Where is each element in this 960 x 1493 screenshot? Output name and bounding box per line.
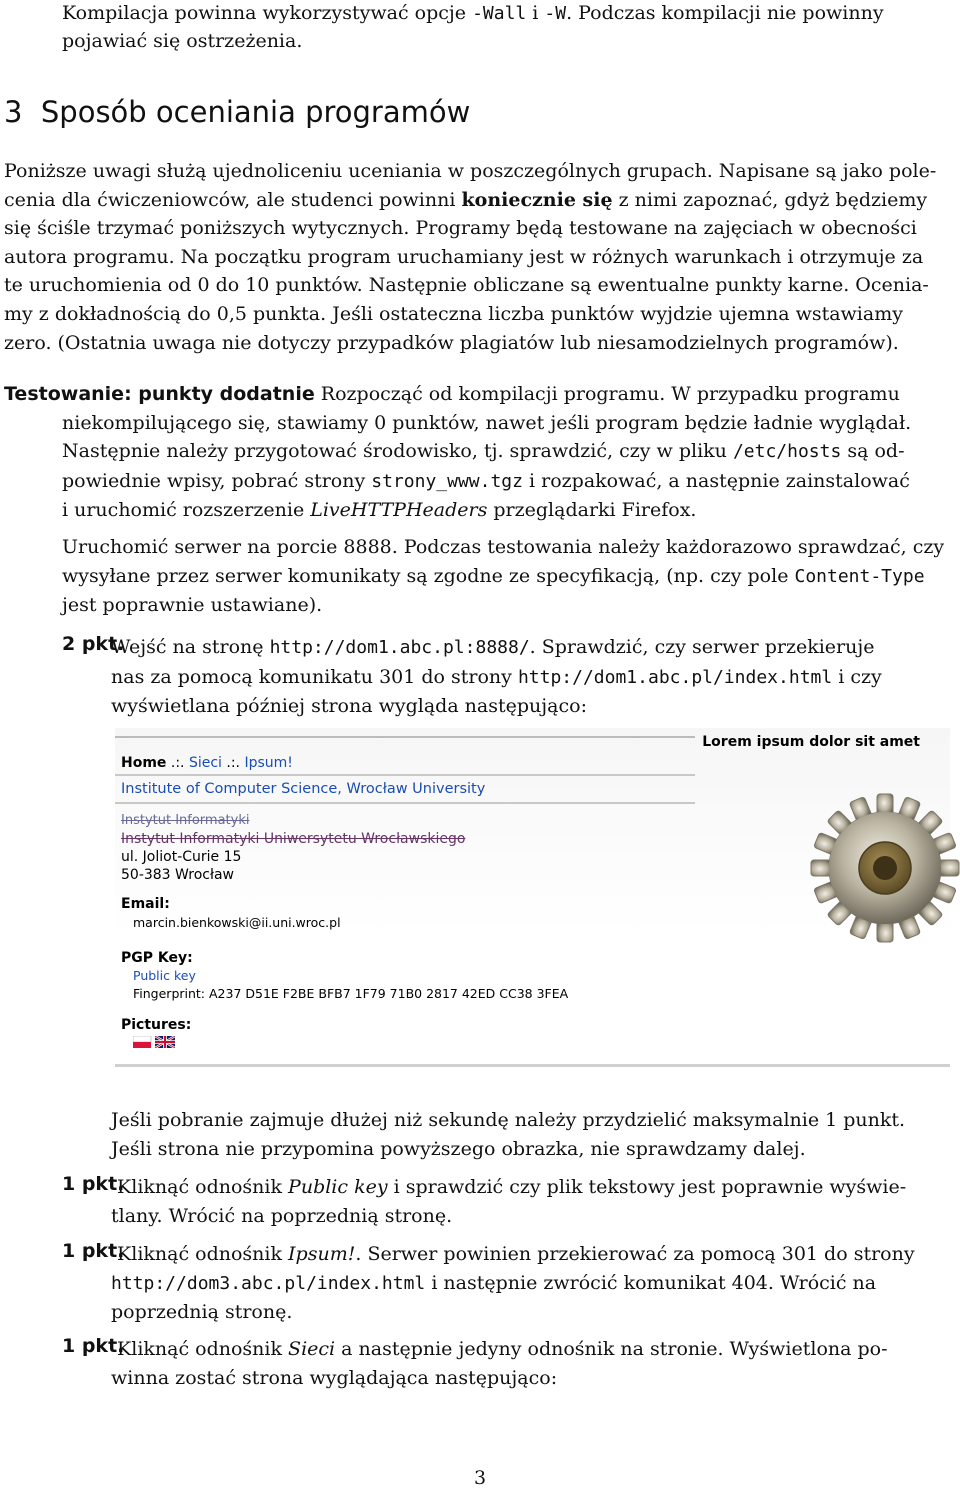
email-label: Email: bbox=[121, 896, 170, 912]
section-number: 3 bbox=[4, 95, 23, 129]
section-heading bbox=[4, 95, 470, 129]
address-street: ul. Joliot-Curie 15 bbox=[121, 849, 242, 865]
testing-label: Testowanie: punkty dodatnie bbox=[4, 383, 315, 405]
address-garbled-line: Instytut Informatyki bbox=[121, 813, 250, 828]
item-line: wyświetlana później strona wygląda następująco: bbox=[111, 695, 587, 718]
timing-note bbox=[111, 1106, 956, 1163]
intro-line-2: pojawiać się ostrzeżenia. bbox=[62, 30, 303, 52]
rules-line: autora programu. Na początku program uruchamiany jest w różnych warunkach i otrzymuje za bbox=[4, 245, 924, 268]
item-line: tlany. Wrócić na poprzednią stronę. bbox=[111, 1204, 453, 1227]
item-points-label: 1 pkt. bbox=[62, 1240, 125, 1262]
pgp-fingerprint: Fingerprint: A237 D51E F2BE BFB7 1F79 71B0 2817 42ED CC38 3FEA bbox=[133, 986, 569, 1001]
server-line: jest poprawnie ustawiane). bbox=[62, 594, 323, 617]
address-garbled-line: Instytut Informatyki Uniwersytetu Wrocławskiego bbox=[121, 831, 466, 847]
rules-line: cenia dla ćwiczeniowców, ale studenci powinni koniecznie się z nimi zapoznać, gdyż będziemy bbox=[4, 188, 928, 211]
embedded-website-screenshot bbox=[115, 728, 950, 1073]
rules-paragraph bbox=[4, 157, 956, 357]
polish-flag-icon[interactable] bbox=[133, 1036, 151, 1048]
item-1-text bbox=[111, 633, 956, 721]
nav-ipsum-link[interactable]: Ipsum! bbox=[244, 755, 293, 771]
item-line: Kliknąć odnośnik Sieci a następnie jedyny odnośnik na stronie. Wyświetlona po- bbox=[117, 1338, 888, 1360]
rules-line: te uruchomienia od 0 do 10 punktów. Następnie obliczane są ewentualne punkty karne. Ocenia- bbox=[4, 274, 929, 297]
divider bbox=[115, 774, 695, 776]
rules-line: my z dokładnością do 0,5 punkta. Jeśli ostateczna liczba punktów wyjdzie ujemna wstawiamy bbox=[4, 302, 903, 325]
pictures-label: Pictures: bbox=[121, 1017, 192, 1033]
language-flags bbox=[133, 1033, 175, 1052]
item-line: poprzednią stronę. bbox=[111, 1301, 293, 1324]
nav-home-link[interactable]: Home bbox=[121, 755, 167, 771]
testing-line: niekompilującego się, stawiamy 0 punktów, nawet jeśli program będzie ładnie wyglądał. bbox=[62, 411, 912, 434]
testing-line: Następnie należy przygotować środowisko, tj. sprawdzić, czy w pliku /etc/hosts są od- bbox=[62, 440, 905, 463]
uk-flag-icon[interactable] bbox=[155, 1036, 175, 1048]
page-number: 3 bbox=[473, 1467, 487, 1489]
site-nav bbox=[121, 755, 293, 771]
item-points-label: 2 pkt. bbox=[62, 633, 125, 655]
item-line: winna zostać strona wyglądająca następująco: bbox=[111, 1366, 558, 1389]
server-paragraph bbox=[62, 533, 956, 620]
flag-icons bbox=[133, 1036, 175, 1048]
nav-separator: .:. bbox=[166, 755, 189, 771]
rules-line: Poniższe uwagi służą ujednoliceniu uceniania w poszczególnych grupach. Napisane są jako pole- bbox=[4, 160, 937, 182]
gear-icon bbox=[810, 783, 960, 953]
item-points-label: 1 pkt. bbox=[62, 1335, 125, 1357]
section-title: Sposób oceniania programów bbox=[40, 95, 471, 129]
item-4-text bbox=[111, 1335, 956, 1392]
nav-sieci-link[interactable]: Sieci bbox=[188, 755, 222, 771]
pgp-label: PGP Key: bbox=[121, 950, 193, 966]
item-line: Kliknąć odnośnik Public key i sprawdzić czy plik tekstowy jest poprawnie wyświe- bbox=[117, 1176, 907, 1198]
header-tagline: Lorem ipsum dolor sit amet bbox=[702, 734, 920, 750]
institute-name: Institute of Computer Science, Wrocław University bbox=[121, 781, 486, 797]
server-line: Uruchomić serwer na porcie 8888. Podczas testowania należy każdorazowo sprawdzać, czy bbox=[62, 536, 945, 558]
server-line: wysyłane przez serwer komunikaty są zgodne ze specyfikacją, (np. czy pole Content-Type bbox=[62, 564, 925, 587]
rules-line: zero. (Ostatnia uwaga nie dotyczy przypadków plagiatów lub niesamodzielnych programów). bbox=[4, 331, 899, 354]
testing-paragraph bbox=[4, 380, 956, 525]
item-line: nas za pomocą komunikatu 301 do strony http://dom1.abc.pl/index.html i czy bbox=[111, 665, 882, 688]
rules-line: się ściśle trzymać poniższych wytycznych. Programy będą testowane na zajęciach w obecności bbox=[4, 217, 917, 240]
item-2-text bbox=[111, 1173, 956, 1230]
address-block bbox=[121, 812, 465, 884]
testing-line: powiednie wpisy, pobrać strony strony_www.tgz i rozpakować, a następnie zainstalować bbox=[62, 469, 910, 492]
divider bbox=[115, 802, 695, 804]
note-line: Jeśli pobranie zajmuje dłużej niż sekundę należy przydzielić maksymalnie 1 punkt. bbox=[111, 1109, 906, 1131]
item-3-text bbox=[111, 1240, 956, 1327]
item-line: http://dom3.abc.pl/index.html i następnie zwrócić komunikat 404. Wrócić na bbox=[111, 1271, 877, 1294]
item-line: Wejść na stronę http://dom1.abc.pl:8888/. Sprawdzić, czy serwer przekieruje bbox=[111, 636, 875, 658]
item-line: Kliknąć odnośnik Ipsum!. Serwer powinien przekierować za pomocą 301 do strony bbox=[117, 1243, 915, 1265]
nav-separator: .:. bbox=[221, 755, 245, 771]
divider bbox=[115, 1064, 950, 1067]
testing-line: Testowanie: punkty dodatnie Rozpocząć od kompilacji programu. W przypadku programu bbox=[4, 383, 900, 405]
email-value: marcin.bienkowski@ii.uni.wroc.pl bbox=[133, 915, 341, 930]
address-city: 50-383 Wrocław bbox=[121, 867, 234, 883]
note-line: Jeśli strona nie przypomina powyższego obrazka, nie sprawdzamy dalej. bbox=[111, 1137, 806, 1160]
divider bbox=[115, 736, 695, 738]
testing-line: i uruchomić rozszerzenie LiveHTTPHeaders przeglądarki Firefox. bbox=[62, 499, 697, 522]
public-key-link[interactable]: Public key bbox=[133, 968, 196, 983]
intro-line-1: Kompilacja powinna wykorzystywać opcje -Wall i -W. Podczas kompilacji nie powinny bbox=[62, 2, 884, 24]
item-points-label: 1 pkt. bbox=[62, 1173, 125, 1195]
